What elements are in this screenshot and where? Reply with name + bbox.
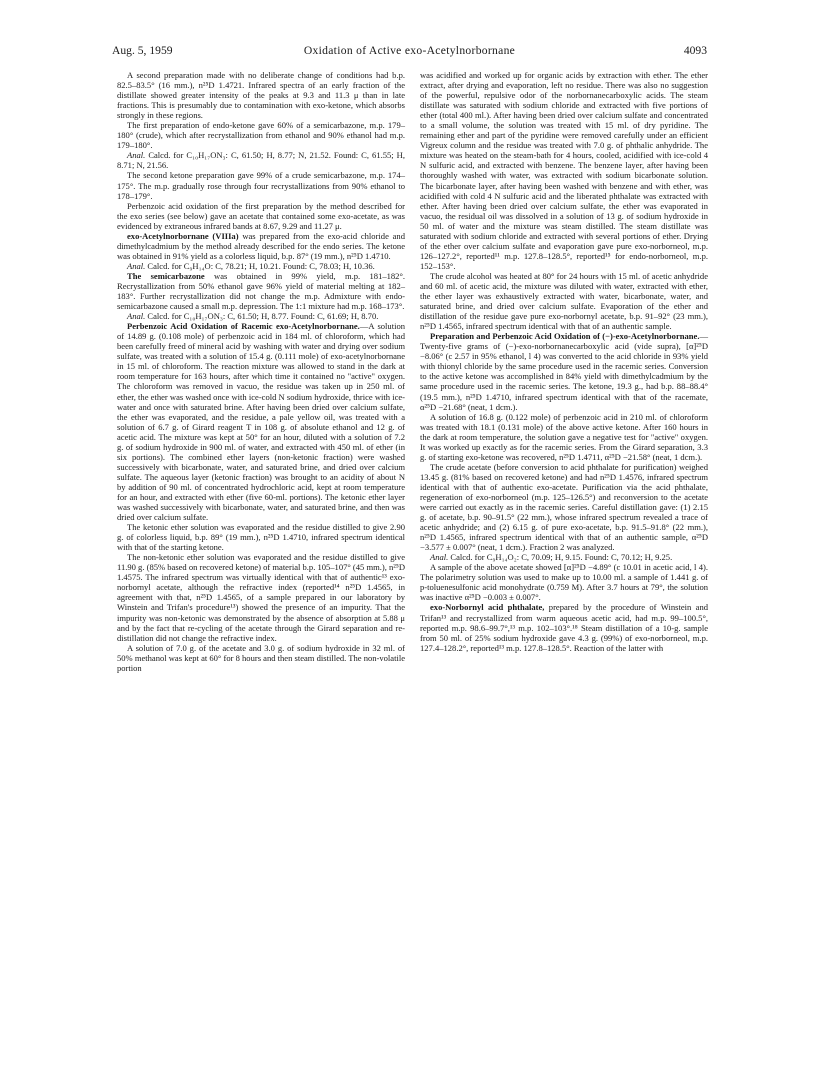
- paragraph-text: prepared by the procedure of Winstein and Trifan¹³ and recrystallized from warm aqueous acetic acid, had m.p. 99–100.5°, reported m.p. 98.6–99.7°,¹³ m.p. 102–103°.¹⁸ Steam distillation of a 10-g. sample from 50 ml. of 25% sodium hydroxide gave 4.3 g. (99%) of exo-norborneol, m.p. 127.4–128.2°, reported¹³ m.p. 127.8–128.5°. Reaction of the latter with: [420, 602, 708, 653]
- paragraph: [117, 321, 405, 522]
- paragraph: [420, 602, 708, 652]
- paragraph: [420, 462, 708, 552]
- paragraph-text: The ketonic ether solution was evaporated and the residue distilled to give 2.90 g. of colorless liquid, b.p. 89° (19 mm.), n²⁵D 1.4710, infrared spectrum identical with that of the starting ketone.: [117, 522, 405, 553]
- page-number: 4093: [683, 44, 707, 57]
- paragraph: [117, 201, 405, 231]
- paragraph: [117, 311, 405, 321]
- paragraph: [117, 170, 405, 200]
- paragraph: [420, 562, 708, 602]
- paragraph-text: Perbenzoic acid oxidation of the first preparation by the method described for the exo series (see below) gave an acetate that contained some exo-acetate, as was evidenced by extraneous infrared bands at 8.67, 9.29 and 11.27 μ.: [117, 200, 405, 231]
- paragraph-lead: The semicarbazone: [127, 270, 205, 281]
- paragraph-text: A second preparation made with no deliberate change of conditions had b.p. 82.5–83.5° (16 mm.), n²⁵D 1.4721. Infrared spectra of an early fraction of the distillate showed greater intensity of the peaks at 9.3 and 11.3 μ than in late fractions. This is presumably due to contamination with exo-ketone, which absorbs strongly in these regions.: [117, 70, 405, 121]
- paragraph-text: Calcd. for C₁₀H₁₇ON₃: C, 61.50; H, 8.77; N, 21.52. Found: C, 61.55; H, 8.71; N, 21.56.: [117, 150, 405, 171]
- paragraph: [117, 70, 405, 120]
- paragraph: [117, 271, 405, 311]
- paragraph: [420, 552, 708, 562]
- paragraph-lead: Anal.: [127, 260, 146, 271]
- paragraph: [420, 331, 708, 411]
- paragraph-text: Calcd. for C₁₀H₁₇ON₃: C, 61.50; H, 8.77. Found: C, 61.69; H, 8.70.: [145, 311, 379, 322]
- paragraph: [117, 552, 405, 642]
- paragraph-lead: Anal.: [430, 552, 449, 563]
- paragraph-text: The crude alcohol was heated at 80° for 24 hours with 15 ml. of acetic anhydride and 60 ml. of acetic acid, the mixture was diluted with water, extracted with ether, the ether layer was exhaustively extracted with water, bicarbonate, water, and saturated brine, and dried over calcium sulfate. Evaporation of the ether and distillation of the residue gave pure exo-norbornyl acetate, b.p. 91–92° (23 mm.), n²⁵D 1.4565, infrared spectrum identical with that of an authentic sample.: [420, 270, 708, 332]
- running-header: [112, 44, 707, 60]
- paragraph: [117, 261, 405, 271]
- paragraph: [117, 120, 405, 150]
- paragraph-text: —Twenty-five grams of (−)-exo-norbornanecarboxylic acid (vide supra), [α]²⁵D −8.06° (c 2.57 in 95% ethanol, l 4) was converted to the acid chloride in 93% yield with thionyl chloride by the same procedure used in the racemic series. Conversion to the active ketone was accomplished in 84% yield with dimethylcadmium by the same procedure used in the racemic series. The ketone, 19.3 g., had b.p. 88–88.4° (19.5 mm.), n²⁵D 1.4710, infrared spectrum identical with that of the racemate, α²⁵D −21.68° (neat, 1 dcm.).: [420, 331, 708, 412]
- paragraph-lead: Anal.: [127, 311, 146, 322]
- paragraph-text: A sample of the above acetate showed [α]²⁵D −4.89° (c 10.01 in acetic acid, l 4). The polarimetry solution was used to make up to 10.00 ml. a sample of 1.441 g. of p-toluenesulfonic acid monohydrate (0.759 M). After 3.7 hours at 79°, the solution was inactive α²⁵D −0.003 ± 0.007°.: [420, 562, 708, 603]
- paragraph: [420, 70, 708, 271]
- paragraph-lead: exo-Norbornyl acid phthalate,: [430, 602, 545, 613]
- paragraph: [117, 150, 405, 170]
- paragraph: [117, 643, 405, 673]
- paragraph-text: The crude acetate (before conversion to acid phthalate for purification) weighed 13.45 g. (81% based on recovered ketone) and had n²⁵D 1.4576, infrared spectrum identical with that of authentic exo-acetate. Purification via the acid phthalate, regeneration of exo-norborneol (m.p. 125–126.5°) and reconversion to the acetate were carried out exactly as in the racemic series. Careful distillation gave: (1) 2.15 g. of acetate, b.p. 90–91.5° (22 mm.), whose infrared spectrum revealed a trace of acetic anhydride; and (2) 6.15 g. of pure exo-acetate, b.p. 91.5–91.8° (22 mm.), n²⁵D 1.4565, infrared spectrum identical with that of an authentic sample, α²⁵D −3.577 ± 0.007° (neat, 1 dcm.). Fraction 2 was analyzed.: [420, 461, 708, 553]
- paragraph-text: A solution of 16.8 g. (0.122 mole) of perbenzoic acid in 210 ml. of chloroform was treated with 18.1 (0.131 mole) of the above active ketone. After 160 hours in the dark at room temperature, the solution gave a negative test for "active" oxygen. It was worked up exactly as for the racemic series. From the Girard separation, 3.3 g. of starting exo-ketone was recovered, n²⁵D 1.4711, α²⁵D −21.58° (neat, 1 dcm.).: [420, 411, 708, 462]
- paragraph: [117, 522, 405, 552]
- paragraph-text: was obtained in 99% yield, m.p. 181–182°. Recrystallization from 50% ethanol gave 96% yield of material melting at 182–183°. Further recrystallization did not change the m.p. Admixture with endo-semicarbazone caused a small m.p. depression. The 1:1 mixture had m.p. 168–173°.: [117, 270, 405, 312]
- right-column: [420, 70, 708, 653]
- paragraph: [420, 271, 708, 331]
- header-date: Aug. 5, 1959: [112, 44, 173, 57]
- paragraph: [420, 412, 708, 462]
- paragraph-lead: exo-Acetylnorbornane (VIIIa): [127, 230, 239, 241]
- paragraph-lead: Preparation and Perbenzoic Acid Oxidation of (−)-exo-Acetylnorbornane.: [430, 331, 700, 342]
- paragraph-text: Calcd. for C₉H₁₄O: C, 78.21; H, 10.21. Found: C, 78.03; H, 10.36.: [145, 260, 375, 271]
- paragraph: [117, 231, 405, 261]
- header-title: Oxidation of Active exo-Acetylnorbornane: [303, 44, 516, 57]
- paragraph-text: was prepared from the exo-acid chloride and dimethylcadmium by the method already described for the endo series. The ketone was obtained in 91% yield as a colorless liquid, b.p. 87° (19 mm.), n²⁵D 1.4710.: [117, 230, 405, 261]
- paragraph-text: The second ketone preparation gave 99% of a crude semicarbazone, m.p. 174–175°. The m.p. gradually rose through four recrystallizations from 90% ethanol to 178–179°.: [117, 170, 405, 201]
- paragraph-lead: Perbenzoic Acid Oxidation of Racemic exo-Acetylnorbornane.: [127, 321, 360, 332]
- paragraph-text: A solution of 7.0 g. of the acetate and 3.0 g. of sodium hydroxide in 32 ml. of 50% methanol was kept at 60° for 8 hours and then steam distilled. The non-volatile portion: [117, 642, 405, 673]
- paragraph-text: Calcd. for C₉H₁₄O₂: C, 70.09; H, 9.15. Found: C, 70.12; H, 9.25.: [448, 552, 673, 563]
- paragraph-text: The non-ketonic ether solution was evaporated and the residue distilled to give 11.90 g. (85% based on recovered ketone) of material b.p. 105–107° (45 mm.), n²⁵D 1.4575. The infrared spectrum was virtually identical with that of authentic¹³ exo-norbornyl acetate, although the refractive index (reported¹⁴ n²⁵D 1.4565, in agreement with that, n²⁵D 1.4565, of a sample prepared in our laboratory by Winstein and Trifan's procedure¹³) showed the presence of an impurity. That the impurity was non-ketonic was demonstrated by the absence of absorption at 5.88 μ and by the fact that re-cycling of the acetate through the Girard separation and re-distillation did not change the refractive index.: [117, 552, 406, 643]
- paragraph-text: —A solution of 14.89 g. (0.108 mole) of perbenzoic acid in 184 ml. of chloroform, which had been carefully freed of mineral acid by washing with water and drying over sodium sulfate, was treated with a solution of 15.4 g. (0.111 mole) of exo-acetylnorbornane in 15 ml. of chloroform. The reaction mixture was allowed to stand in the dark at room temperature for 163 hours, after which time it contained no "active" oxygen. The chloroform was removed in vacuo, the residue was taken up in 250 ml. of ether, the ether was washed once with ice-cold N sodium hydroxide, thrice with ice-water and once with saturated brine. After having been dried over calcium sulfate, the ether was evaporated, and the residue, a pale yellow oil, was treated with a solution of 6.7 g. of Girard reagent T in 108 g. of absolute ethanol and 12 g. of acetic acid. The mixture was kept at 50° for an hour, diluted with a solution of 7.2 g. of sodium hydroxide in 900 ml. of water, and extracted with 450 ml. of ether (in six portions). The combined ether layers (non-ketonic fraction) were washed successively with bicarbonate, water, and saturated brine, and dried over calcium sulfate. The aqueous layer (ketonic fraction) was brought to an acidity of about N by addition of 90 ml. of concentrated hydrochloric acid, kept at room temperature for an hour, and extracted with ether (five 60-ml. portions). The ketonic ether layer was washed successively with bicarbonate, water, and saturated brine, and then was dried over calcium sulfate.: [117, 321, 405, 523]
- paragraph-lead: Anal.: [127, 150, 146, 161]
- paragraph-text: was acidified and worked up for organic acids by extraction with ether. The ether extract, after drying and evaporation, left no residue. There was also no suggestion of the powerful, repulsive odor of the norbornanecarboxylic acids. The steam distillate was saturated with sodium chloride and extracted with five portions of ether (total 400 ml.). After having been dried over calcium sulfate and concentrated to a small volume, the solution was treated with 15 ml. of dry pyridine. The remaining ether and part of the pyridine were removed carefully under an efficient Vigreux column and the residue was treated with 7.0 g. of phthalic anhydride. The mixture was heated on the steam-bath for 4 hours, cooled, acidified with ice-cold 4 N sulfuric acid, and extracted with benzene. The benzene layer, after having been thoroughly washed with water, was extracted with sodium bicarbonate solution. The bicarbonate layer, after having been washed with benzene and with ether, was acidified with cold 4 N sulfuric acid and the liberated phthalate was extracted with ether. After having been dried over calcium sulfate, the ether was evaporated in vacuo, the residual oil was dissolved in a solution of 13 g. of sodium hydroxide in 50 ml. of water and the mixture was steam distilled. The steam distillate was saturated with sodium chloride and extracted with several portions of ether. Drying of the ether over calcium sulfate and evaporation gave pure exo-norborneol, m.p. 126–127.2°, reported¹¹ m.p. 127.8–128.5°, reported¹⁵ for endo-norborneol, m.p. 152–153°.: [420, 70, 708, 271]
- paragraph-text: The first preparation of endo-ketone gave 60% of a semicarbazone, m.p. 179–180° (crude), which after recrystallization from ethanol and 90% ethanol had m.p. 179–180°.: [117, 120, 405, 151]
- left-column: [117, 70, 405, 673]
